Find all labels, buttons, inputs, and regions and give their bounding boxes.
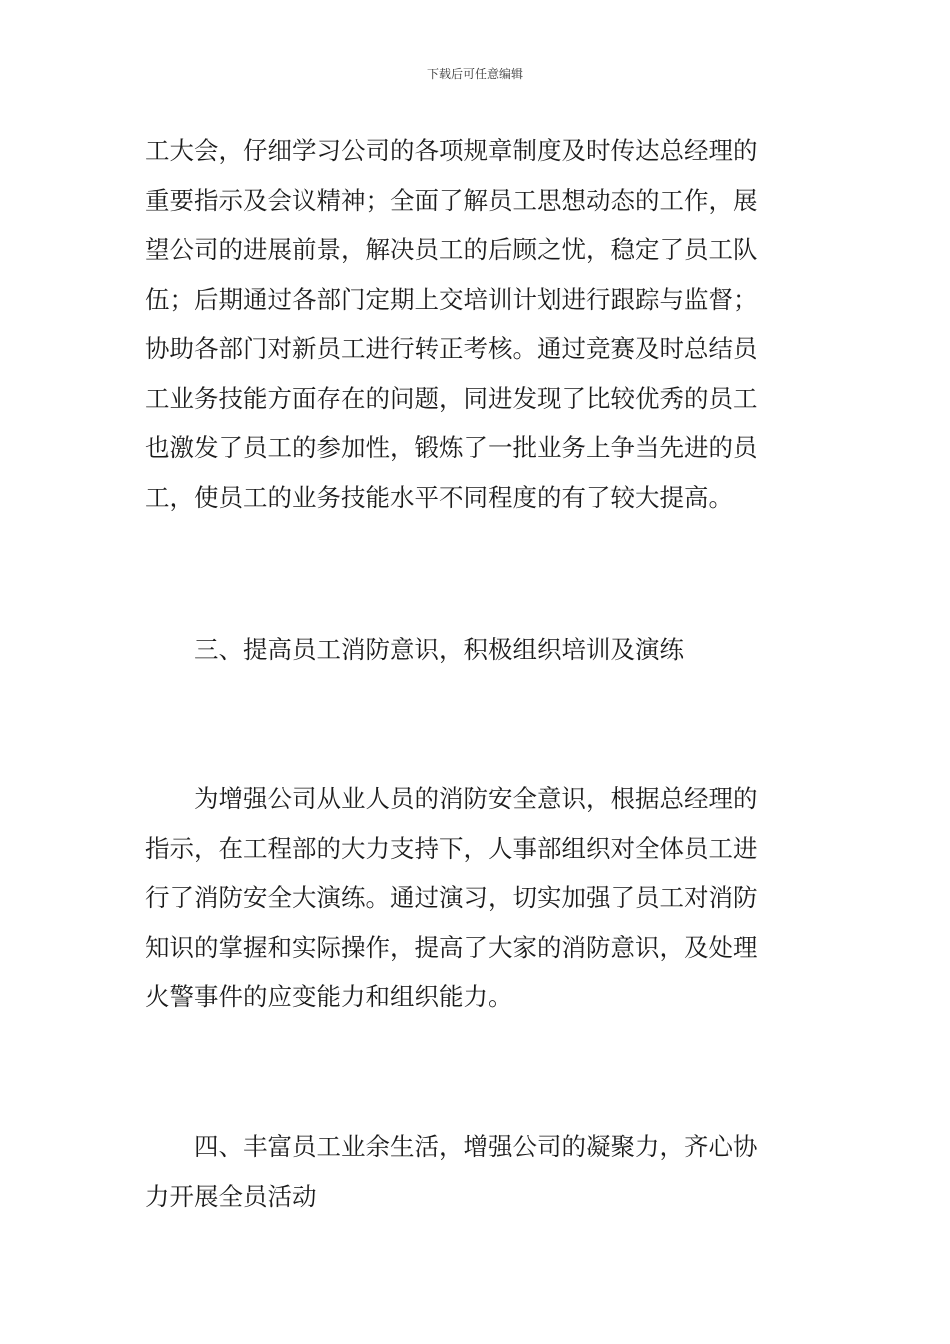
paragraph-line: 工，使员工的业务技能水平不同程度的有了较大提高。 <box>145 482 733 512</box>
heading-line: 力开展全员活动 <box>145 1181 317 1211</box>
paragraph-line: 望公司的进展前景，解决员工的后顾之忧，稳定了员工队 <box>145 235 758 264</box>
section-heading-staff-activities <box>145 1122 810 1221</box>
paragraph-line: 协助各部门对新员工进行转正考核。通过竞赛及时总结员 <box>145 334 758 363</box>
body-paragraph-fire-drill <box>145 774 810 1022</box>
paragraph-line: 行了消防安全大演练。通过演习，切实加强了员工对消防 <box>145 883 758 912</box>
paragraph-line: 伍；后期通过各部门定期上交培训计划进行跟踪与监督； <box>145 284 758 314</box>
heading-line: 三、提高员工消防意识，积极组织培训及演练 <box>145 635 684 664</box>
body-paragraph-staff-management <box>145 126 810 522</box>
paragraph-line: 指示，在工程部的大力支持下，人事部组织对全体员工进 <box>145 833 758 863</box>
page-header-note: 下载后可任意编辑 <box>426 67 523 81</box>
paragraph-line: 工业务技能方面存在的问题，同进发现了比较优秀的员工 <box>145 383 758 413</box>
paragraph-line: 重要指示及会议精神；全面了解员工思想动态的工作，展 <box>145 185 758 215</box>
paragraph-line: 也激发了员工的参加性，锻炼了一批业务上争当先进的员 <box>145 433 758 462</box>
paragraph-line: 为增强公司从业人员的消防安全意识，根据总经理的 <box>145 784 758 813</box>
section-heading-fire-safety <box>145 625 810 675</box>
paragraph-line: 工大会，仔细学习公司的各项规章制度及时传达总经理的 <box>145 136 758 165</box>
heading-line: 四、丰富员工业余生活，增强公司的凝聚力，齐心协 <box>145 1132 758 1161</box>
paragraph-line: 火警事件的应变能力和组织能力。 <box>145 982 513 1011</box>
paragraph-line: 知识的掌握和实际操作，提高了大家的消防意识，及处理 <box>145 932 758 962</box>
